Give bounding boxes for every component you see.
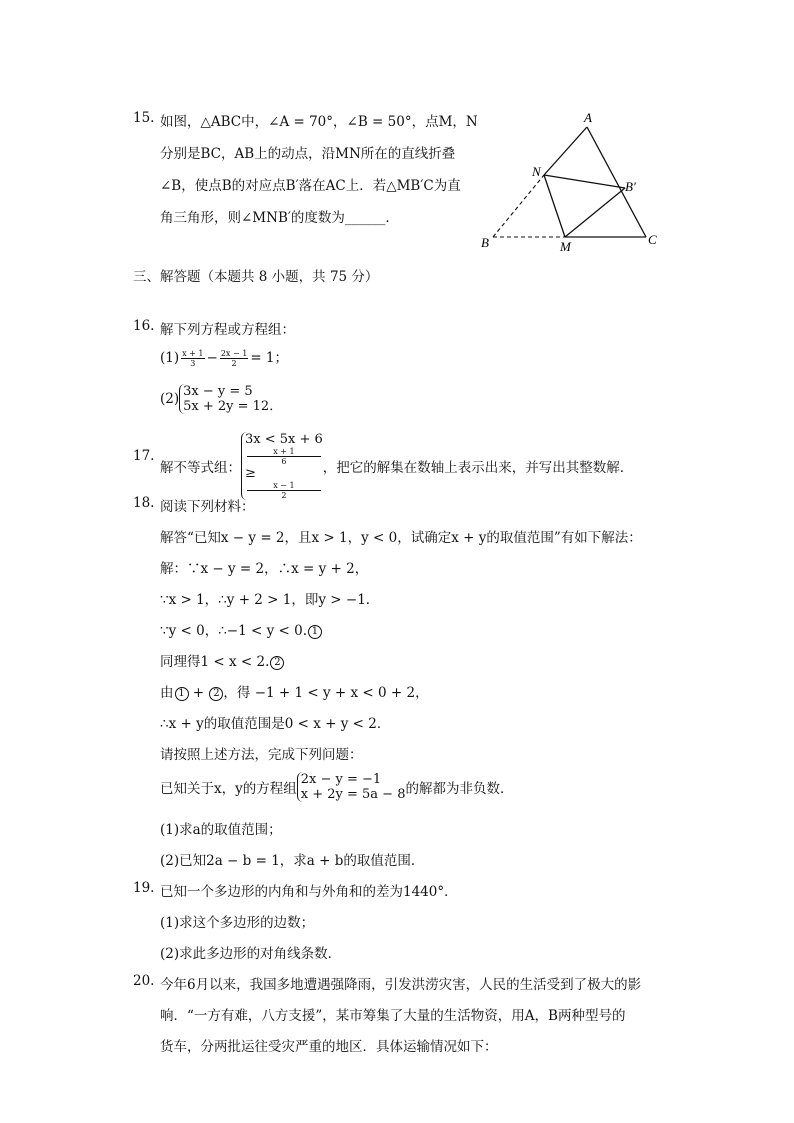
q18-line-4: ∵y < 0，∴−1 < y < 0. 1 — [160, 619, 322, 639]
q18-line-5: 同理得1 < x < 2. 2 — [160, 650, 284, 670]
q16-p1-label: (1) — [160, 350, 180, 366]
label-C: C — [648, 232, 657, 247]
fraction: $\frac{x + 1}{3}$ — [182, 349, 204, 368]
q15-line-4: 角三角形，则∠MNB′的度数为______． — [160, 210, 399, 226]
q15-number: 15. — [133, 110, 155, 126]
segment-NBp — [544, 175, 625, 188]
q16-title: 解下列方程或方程组： — [160, 322, 295, 338]
q20-line-1: 今年6月以来，我国多地遭遇强降雨，引发洪涝灾害，人民的生活受到了极大的影 — [160, 977, 642, 993]
q18-line-6: 由 1 + 2 ，得 −1 + 1 < y + x < 0 + 2， — [160, 685, 429, 701]
q18-line-2: 解：∵x − y = 2，∴x = y + 2， — [160, 561, 369, 577]
label-B: B — [481, 235, 489, 250]
q19-sub-2: (2)求此多边形的对角线条数． — [160, 946, 342, 962]
circled-1: 1 — [308, 625, 322, 639]
q18-line-8: 请按照上述方法，完成下列问题： — [160, 747, 363, 763]
q15-triangle-figure — [475, 108, 665, 258]
q18-line-1: 解答“已知x − y = 2，且x > 1，y < 0，试确定x + y的取值范围”有如下解法： — [160, 530, 642, 546]
q18-line-9: 已知关于x，y的方程组 2x − y = −1 x + 2y = 5a − 8 的解都为非负数． — [160, 772, 514, 802]
segment-MBp — [565, 188, 625, 237]
circled-2: 2 — [270, 656, 284, 670]
q18-line-3: ∵x > 1，∴y + 2 > 1，即y > −1． — [160, 592, 380, 608]
segment-NM — [544, 175, 565, 237]
inequality-system: 3x < 5x + 6 x + 1 6 ≥ x − 1 2 — [241, 432, 323, 500]
q15-line-2: 分别是BC，AB上的动点，沿MN所在的直线折叠 — [160, 146, 456, 162]
segment-AN — [544, 127, 587, 175]
q20-line-3: 货车，分两批运往受灾严重的地区．具体运输情况如下： — [160, 1039, 498, 1055]
q15-line-1: 如图，△ABC中，∠A = 70°，∠B = 50°，点M，N — [160, 114, 478, 130]
q15-line-3: ∠B，使点B的对应点B′落在AC上．若△MB′C为直 — [160, 178, 461, 194]
label-M: M — [560, 239, 571, 254]
label-A: A — [584, 110, 592, 125]
q19-line-1: 已知一个多边形的内角和与外角和的差为1440°． — [160, 884, 458, 900]
equation-system: 3x − y = 5 5x + 2y = 12． — [179, 384, 282, 414]
q20-number: 20. — [133, 973, 155, 989]
q18-sub-1: (1)求a的取值范围； — [160, 822, 282, 838]
q17-line: 解不等式组： 3x < 5x + 6 x + 1 6 ≥ x − 1 2 ，把它的解集在数轴上表示出来，并写出其整数解． — [160, 432, 634, 500]
q18-number: 18. — [133, 495, 155, 511]
q18-title: 阅读下列材料： — [160, 499, 255, 515]
q16-part-2 — [160, 384, 282, 414]
q16-p2-label: (2) — [160, 391, 180, 407]
fraction: $\frac{2x - 1}{2}$ — [220, 349, 248, 368]
q20-line-2: 响．“一方有难，八方支援”，某市筹集了大量的生活物资，用A，B两种型号的 — [160, 1008, 626, 1024]
segment-BN-dashed — [493, 175, 544, 237]
q16-number: 16. — [133, 318, 155, 334]
q18-sub-2: (2)已知2a − b = 1，求a + b的取值范围． — [160, 853, 425, 869]
q16-part-1: (1) $\frac{x + 1}{3}$ − $\frac{2x - 1}{2}$ = 1； — [160, 349, 289, 368]
section-3-heading: 三、解答题（本题共 8 小题，共 75 分） — [133, 269, 379, 285]
label-B-prime: B′ — [625, 179, 636, 194]
label-N: N — [532, 164, 541, 179]
q18-line-7: ∴x + y的取值范围是0 < x + y < 2． — [160, 716, 391, 732]
segment-AC — [587, 127, 646, 237]
q19-number: 19. — [133, 880, 155, 896]
equation-system: 2x − y = −1 x + 2y = 5a − 8 — [297, 772, 406, 802]
q17-number: 17. — [133, 448, 155, 464]
q19-sub-1: (1)求这个多边形的边数； — [160, 915, 315, 931]
